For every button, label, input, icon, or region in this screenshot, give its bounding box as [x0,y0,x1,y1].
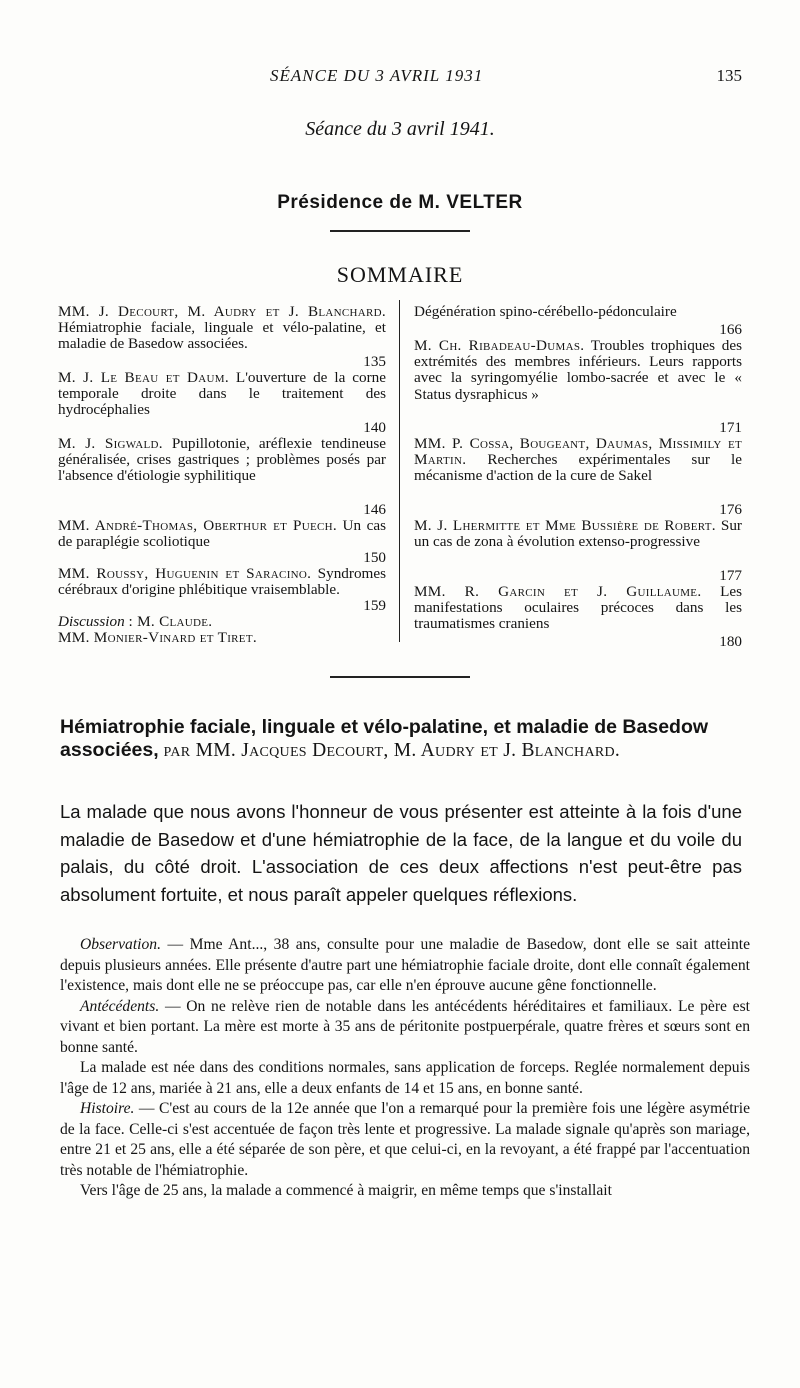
toc-authors: M. J. Lhermitte et Mme Bussière de Robert. [414,517,716,534]
divider [330,676,470,678]
toc-page: 140 [363,418,386,436]
toc-title: Sur un cas de zona à évolution extenso-progressive [414,517,742,551]
toc-discussion-text: : M. Claude. [128,613,213,630]
toc-page: 180 [719,632,742,650]
toc-entry [414,304,742,338]
toc-entry [58,436,386,518]
toc-page: 166 [719,320,742,338]
toc-entry [58,518,386,566]
toc-title: Un cas de paraplégie scoliotique [58,517,387,551]
toc-entry [414,584,742,650]
running-header-title: SÉANCE DU 3 AVRIL 1931 [270,66,484,85]
toc-left-column [58,304,386,646]
paragraph [60,1099,750,1181]
paragraph-text: — Mme Ant..., 38 ans, consulte pour une maladie de Basedow, dont elle se sait atteinte depuis plusieurs années. Elle présente d'autre part une hémiatrophie faciale droite, dont elle connaît également l'existence, mais dont elle ne se préoccupe pas, car elle n'en éprouve aucune gêne fonctionnelle. [60,936,750,994]
paragraph-text: La malade est née dans des conditions normales, sans application de forceps. Reglée normalement depuis l'âge de 12 ans, mariée à 21 ans, elle a deux enfants de 14 et 15 ans, en bonne santé. [60,1059,750,1097]
paragraph [60,997,750,1059]
column-divider [399,300,400,642]
toc-title: L'ouverture de la corne temporale droite dans le traitement des hydrocéphalies [58,369,386,419]
toc-entry [414,518,742,584]
toc-title: Syndromes cérébraux d'origine phlébitique vraisemblable. [58,565,387,599]
sommaire-heading: SOMMAIRE [336,262,464,287]
toc-authors: MM. Roussy, Huguenin et Saracino. [58,565,312,582]
toc-entry [58,304,386,370]
paragraph-text: — C'est au cours de la 12e année que l'on a remarqué pour la première fois une légère asymétrie de la face. Celle-ci s'est accentuée de façon très lente et progressive. La malade signale qu'après son mariage, entre 21 et 25 ans, elle a été séparée de son père, et que celui-ci, en la revoyant, a été frappé par l'accentuation très notable de l'hémiatrophie. [60,1100,750,1179]
paragraph-text: Vers l'âge de 25 ans, la malade a commencé à maigrir, en même temps que s'installait [80,1182,612,1199]
toc-title: Recherches expérimentales sur le mécanisme d'action de la cure de Sakel [414,451,742,485]
paragraph [60,935,750,997]
toc-page: 159 [363,596,386,614]
article-title-authors: par MM. Jacques Decourt, M. Audry et J. Blanchard. [163,740,621,761]
paragraph-label: Histoire. [80,1100,135,1117]
toc-authors: M. J. Le Beau et Daum. [58,369,229,386]
toc-authors: M. Ch. Ribadeau-Dumas. [414,337,585,354]
toc-page: 177 [719,566,742,584]
toc-page: 150 [363,548,386,566]
toc-authors: MM. Monier-Vinard et Tiret. [58,629,257,647]
toc-authors: MM. J. Decourt, M. Audry et J. Blanchard. [58,303,386,320]
toc-page: 176 [719,500,742,518]
divider [330,230,470,232]
article-body [60,935,750,1202]
running-header [60,66,742,90]
toc-page: 171 [719,418,742,436]
toc-title: Pupillotonie, aréflexie tendineuse généralisée, crises gastriques ; problèmes posés par l'absence d'étiologie syphilitique [58,435,386,485]
toc-authors: MM. P. Cossa, Bougeant, Daumas, Missimily et Martin. [414,435,742,469]
article-lead: La malade que nous avons l'honneur de vous présenter est atteinte à la fois d'une maladie de Basedow et d'une hémiatrophie de la face, de la langue et du voile du palais, du côté droit. L'association de ces deux affections n'est peut-être pas absolument fortuite, et nous paraît appeler quelques réflexions. [60,801,742,905]
session-title: Séance du 3 avril 1941. [305,118,495,140]
toc-entry [58,370,386,436]
page-number: 135 [716,66,742,85]
toc-page: 146 [363,500,386,518]
toc-entry [58,566,386,614]
paragraph-label: Antécédents. [80,997,160,1015]
toc-authors: MM. André-Thomas, Oberthur et Puech. [58,517,337,534]
toc-discussion [58,614,386,630]
toc-title: Dégénération spino-cérébello-pédonculaire [414,303,677,320]
toc-entry [414,436,742,518]
paragraph-label: Observation. [80,936,161,953]
toc-page: 135 [363,352,386,370]
article-title [60,716,742,762]
toc-title: Troubles trophiques des extrémités des membres inférieurs. Leurs rapports avec la syringomyélie lombo-sacrée et avec le « Status dysraphicus » [414,337,742,403]
paragraph-text: — On ne relève rien de notable dans les antécédents héréditaires et familiaux. Le père est vivant et bien portant. La mère est morte à 35 ans de péritonite postpuerpérale, quatre frères et sœurs sont en bonne santé. [60,997,750,1056]
toc-authors: MM. R. Garcin et J. Guillaume. [414,583,702,600]
paragraph [60,1058,750,1099]
toc-entry [414,338,742,436]
toc-right-column [414,304,742,650]
paragraph [60,1181,750,1202]
toc-entry [58,630,386,646]
toc-title: Hémiatrophie faciale, linguale et vélo-palatine, et maladie de Basedow associées. [58,319,386,353]
toc-authors: M. J. Sigwald. [58,435,163,452]
toc-discussion-label: Discussion [58,613,125,630]
article-title-bold: Hémiatrophie faciale, linguale et vélo-palatine, et maladie de Basedow associées, [60,716,709,761]
toc-title: Les manifestations oculaires précoces dans les traumatismes craniens [414,583,742,633]
presidence-heading: Présidence de M. VELTER [277,192,523,213]
